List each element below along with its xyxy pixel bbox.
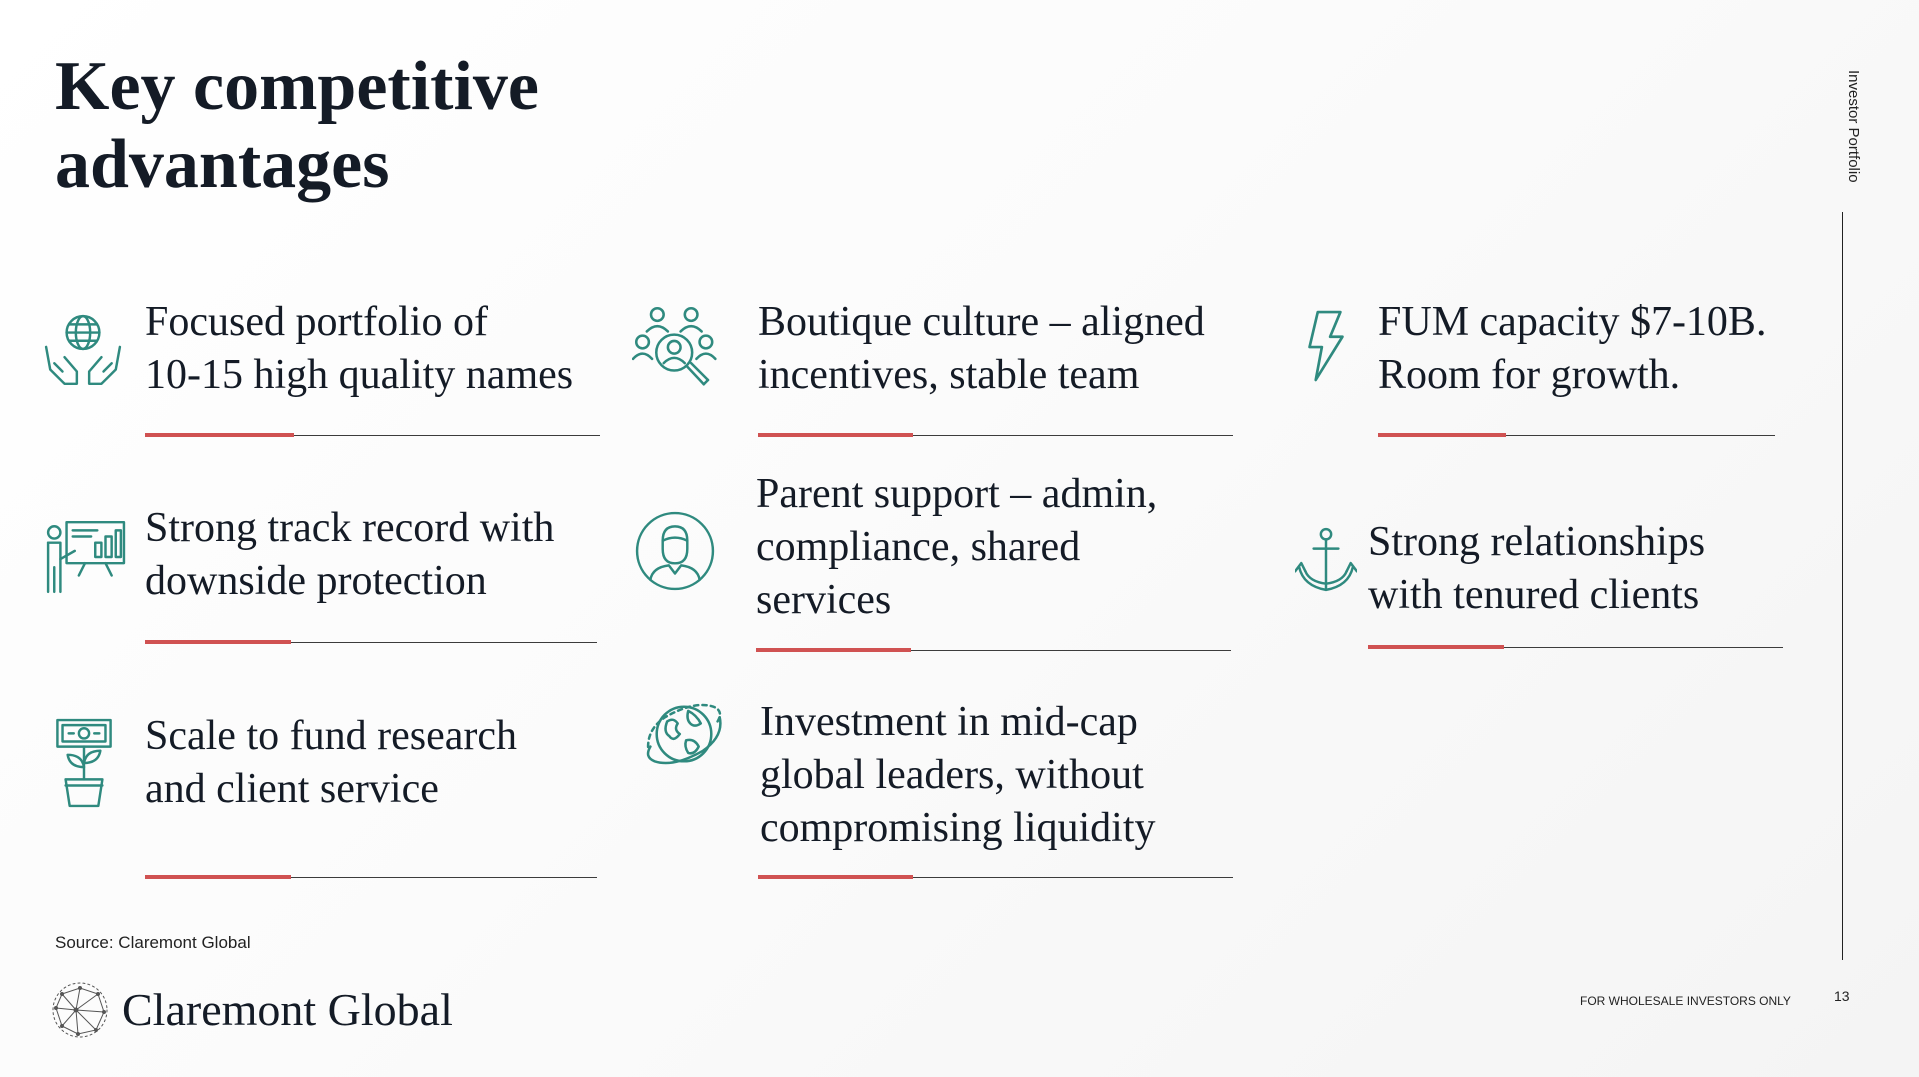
advantage-text [145,296,573,402]
advantage-text [758,296,1205,402]
text-line: with tenured clients [1368,572,1700,618]
globe-orbit-icon [642,692,726,776]
text-line: downside protection [145,558,487,604]
advantage-text [1368,516,1705,622]
text-line: Focused portfolio of [145,299,488,345]
text-line: compromising liquidity [760,805,1156,851]
slide-title [55,48,675,204]
title-line-2: advantages [55,126,390,203]
text-line: Strong track record with [145,505,555,551]
divider-accent [756,648,911,652]
text-line: Investment in mid-cap [760,699,1138,745]
advantage-text [756,468,1157,627]
text-line: Room for growth. [1378,352,1681,398]
side-divider [1842,212,1843,960]
text-line: FUM capacity $7-10B. [1378,299,1767,345]
title-line-1: Key competitive [55,48,539,125]
source-note: Source: Claremont Global [55,933,251,952]
money-plant-icon [55,718,113,808]
team-search-icon [632,304,727,399]
text-line: compliance, shared [756,524,1081,570]
presentation-chart-icon [44,518,126,594]
network-globe-logo-icon [50,980,110,1040]
advantage-text [145,502,554,608]
advantage-text [760,696,1156,855]
advantage-text [145,710,517,816]
divider-accent [1378,433,1506,437]
text-line: Boutique culture – aligned [758,299,1205,345]
text-line: Parent support – admin, [756,471,1158,517]
text-line: services [756,577,892,623]
footer-note: FOR WHOLESALE INVESTORS ONLY [1580,994,1791,1008]
text-line: global leaders, without [760,752,1144,798]
lightning-icon [1305,310,1347,382]
text-line: incentives, stable team [758,352,1140,398]
divider-accent [758,875,913,879]
divider-accent [145,640,291,644]
divider-accent [758,433,913,437]
anchor-icon [1295,526,1357,594]
divider-accent [1368,645,1504,649]
text-line: Strong relationships [1368,519,1706,565]
hands-globe-icon [42,310,124,392]
side-label: Investor Portfolio [1845,70,1862,183]
divider-accent [145,875,291,879]
text-line: 10-15 high quality names [145,352,574,398]
person-support-icon [634,510,716,592]
text-line: and client service [145,766,439,812]
advantage-text [1378,296,1766,402]
brand-name: Claremont Global [122,984,453,1035]
text-line: Scale to fund research [145,713,517,759]
divider-accent [145,433,294,437]
page-number: 13 [1834,988,1850,1004]
